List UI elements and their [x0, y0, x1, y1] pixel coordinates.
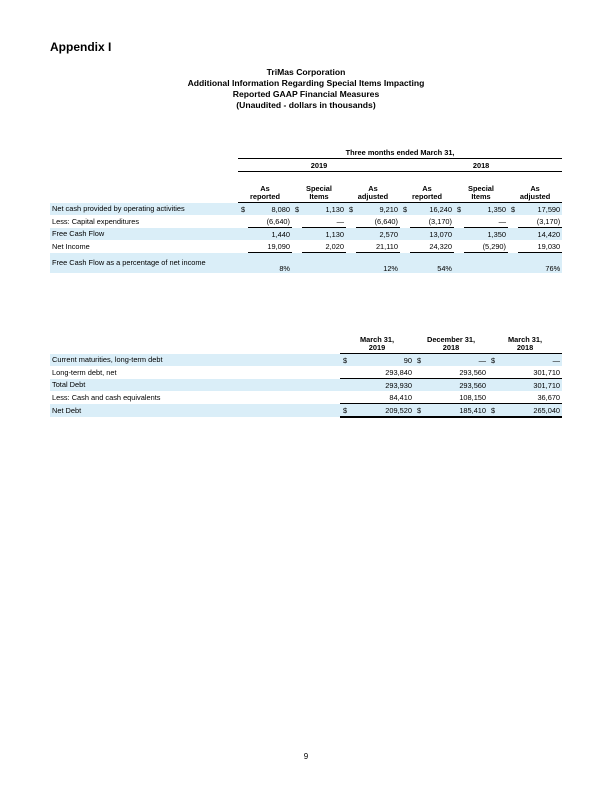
col-header-as-reported-2018: As reported — [400, 181, 454, 203]
col-header-special-items-2019: Special Items — [292, 181, 346, 203]
period-header: Three months ended March 31, — [238, 146, 562, 159]
cell-value: 209,520 — [350, 404, 414, 418]
cell-value: 1,350 — [464, 203, 508, 216]
cell-value: 14,420 — [518, 228, 562, 241]
cell-value: 84,410 — [350, 391, 414, 404]
cell-value: 54% — [410, 253, 454, 273]
cell-value — [302, 253, 346, 273]
row-label: Free Cash Flow — [50, 228, 238, 241]
table-row — [50, 215, 562, 228]
table-row — [50, 228, 562, 241]
col-header-as-adjusted-2018: As adjusted — [508, 181, 562, 203]
row-label: Total Debt — [50, 379, 340, 392]
company-name: TriMas Corporation — [266, 67, 346, 77]
cell-value: 90 — [350, 354, 414, 367]
cell-value: 21,110 — [356, 240, 400, 253]
col-header-as-reported-2019: As reported — [238, 181, 292, 203]
cell-value: 185,410 — [424, 404, 488, 418]
row-label: Less: Cash and cash equivalents — [52, 392, 161, 402]
col-header-march-2018: March 31, 2018 — [488, 332, 562, 354]
table-row — [50, 404, 562, 418]
dollar-sign: $ — [508, 203, 518, 216]
table-row — [50, 253, 562, 273]
dollar-sign: $ — [340, 354, 350, 367]
col-header-december-2018: December 31, 2018 — [414, 332, 488, 354]
col-header-march-2019: March 31, 2019 — [340, 332, 414, 354]
cell-value: 19,090 — [248, 240, 292, 253]
cell-value: 36,670 — [498, 391, 562, 404]
cell-value: 2,020 — [302, 240, 346, 253]
dollar-sign: $ — [414, 404, 424, 418]
cell-value: (6,640) — [248, 215, 292, 228]
report-titles — [0, 67, 612, 111]
dollar-sign: $ — [488, 404, 498, 418]
cell-value: 293,560 — [424, 366, 488, 379]
cell-value: 293,840 — [350, 366, 414, 379]
year-header-2019: 2019 — [238, 159, 400, 172]
cell-value: 19,030 — [518, 240, 562, 253]
cell-value: (6,640) — [356, 215, 400, 228]
dollar-sign: $ — [414, 354, 424, 367]
cell-value: 12% — [356, 253, 400, 273]
cell-value: 301,710 — [498, 379, 562, 392]
row-label: Free Cash Flow as a percentage of net income — [50, 253, 238, 273]
dollar-sign: $ — [292, 203, 302, 216]
cell-value — [464, 253, 508, 273]
year-header-2018: 2018 — [400, 159, 562, 172]
table-row — [50, 379, 562, 392]
cell-value: 24,320 — [410, 240, 454, 253]
cell-value: 9,210 — [356, 203, 400, 216]
col-header-as-adjusted-2019: As adjusted — [346, 181, 400, 203]
cell-value: 1,350 — [464, 228, 508, 241]
table-row — [50, 354, 562, 367]
cell-value: 1,130 — [302, 228, 346, 241]
cell-value: — — [302, 215, 346, 228]
report-title-line-3: Reported GAAP Financial Measures — [232, 89, 380, 99]
cell-value: 8,080 — [248, 203, 292, 216]
cell-value: 13,070 — [410, 228, 454, 241]
table-row — [50, 366, 562, 379]
appendix-heading: Appendix I — [50, 40, 112, 54]
dollar-sign: $ — [238, 203, 248, 216]
free-cash-flow-table — [50, 146, 562, 273]
cell-value: (3,170) — [518, 215, 562, 228]
report-title-line-2: Additional Information Regarding Special Items Impacting — [187, 78, 425, 88]
row-label: Net Debt — [50, 404, 340, 418]
cell-value: 76% — [518, 253, 562, 273]
cell-value: 1,440 — [248, 228, 292, 241]
row-label: Long-term debt, net — [52, 367, 117, 377]
cell-value: — — [498, 354, 562, 367]
cell-value: 16,240 — [410, 203, 454, 216]
page-number: 9 — [303, 752, 309, 761]
cell-value: — — [464, 215, 508, 228]
dollar-sign: $ — [340, 404, 350, 418]
dollar-sign: $ — [346, 203, 356, 216]
cell-value: 2,570 — [356, 228, 400, 241]
cell-value: 1,130 — [302, 203, 346, 216]
row-label: Net Income — [52, 241, 90, 251]
row-label: Less: Capital expenditures — [52, 216, 140, 226]
cell-value: (5,290) — [464, 240, 508, 253]
cell-value: 293,560 — [424, 379, 488, 392]
cell-value: 301,710 — [498, 366, 562, 379]
report-title-line-4: (Unaudited - dollars in thousands) — [236, 100, 376, 110]
row-label: Net cash provided by operating activities — [50, 203, 238, 216]
cell-value: 17,590 — [518, 203, 562, 216]
table-row — [50, 203, 562, 216]
net-debt-table — [50, 332, 562, 418]
col-header-special-items-2018: Special Items — [454, 181, 508, 203]
dollar-sign: $ — [454, 203, 464, 216]
row-label: Current maturities, long-term debt — [50, 354, 340, 367]
cell-value: (3,170) — [410, 215, 454, 228]
dollar-sign: $ — [488, 354, 498, 367]
cell-value: 265,040 — [498, 404, 562, 418]
cell-value: 8% — [248, 253, 292, 273]
cell-value: 293,930 — [350, 379, 414, 392]
dollar-sign: $ — [400, 203, 410, 216]
table-row — [50, 391, 562, 404]
table-row — [50, 240, 562, 253]
cell-value: 108,150 — [424, 391, 488, 404]
cell-value: — — [424, 354, 488, 367]
